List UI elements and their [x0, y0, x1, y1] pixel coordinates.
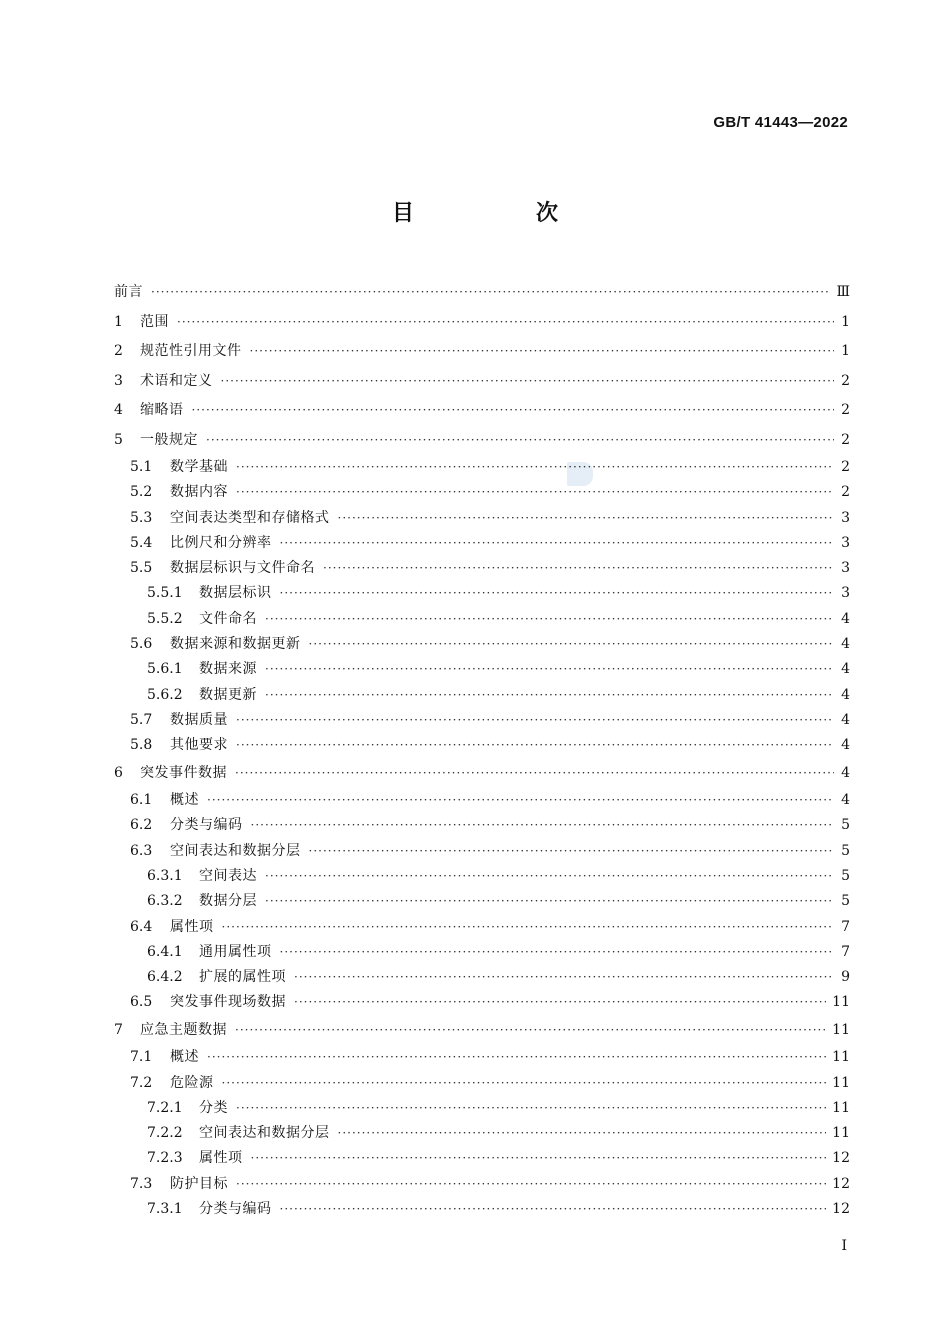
toc-entry[interactable] — [114, 1146, 850, 1171]
toc-leader-dots — [250, 337, 835, 367]
toc-entry-number: 5.5.2 — [147, 610, 183, 627]
toc-entry-number: 4 — [114, 402, 123, 418]
toc-entry[interactable] — [114, 1197, 850, 1222]
toc-leader-dots — [177, 308, 834, 338]
toc-leader-dots — [323, 556, 834, 581]
toc-leader-dots — [192, 396, 835, 426]
toc-leader-dots — [235, 759, 834, 789]
toc-entry[interactable] — [114, 733, 850, 758]
toc-entry-title: 其他要求 — [170, 737, 228, 754]
toc-entry-title: 属性项 — [170, 918, 214, 935]
toc-entry-number: 7.3 — [130, 1175, 153, 1192]
page-title: 目 次 — [391, 201, 608, 226]
toc-entry-title: 分类与编码 — [199, 1201, 272, 1218]
toc-entry-title: 数据内容 — [170, 484, 228, 501]
toc-leader-dots — [206, 426, 834, 456]
toc-entry-number: 5.6 — [130, 636, 153, 653]
toc-leader-dots — [309, 839, 835, 864]
toc-entry-page: 3 — [841, 560, 850, 577]
toc-entry-number: 3 — [114, 372, 123, 389]
toc-entry-page: 5 — [841, 842, 850, 859]
toc-leader-dots — [338, 1121, 827, 1146]
toc-leader-dots — [280, 940, 835, 965]
toc-entry-number: 5.5 — [130, 560, 153, 577]
toc-entry-title: 突发事件现场数据 — [170, 994, 286, 1011]
toc-entry[interactable] — [114, 1071, 850, 1096]
toc-entry[interactable] — [114, 396, 850, 426]
toc-entry-page: 4 — [841, 686, 850, 703]
toc-entry-page: 4 — [841, 636, 850, 653]
toc-entry-page: 5 — [841, 817, 850, 834]
toc-entry-number: 5.3 — [130, 509, 153, 526]
toc-leader-dots — [265, 864, 834, 889]
toc-entry-page: 3 — [841, 534, 850, 551]
toc-entry-number: 6.5 — [130, 994, 153, 1011]
toc-entry-page: 11 — [832, 1021, 850, 1038]
toc-entry-number: 6.1 — [130, 792, 153, 809]
toc-entry-title: 数据层标识与文件命名 — [170, 560, 315, 577]
toc-entry-number: 7.2.2 — [147, 1125, 183, 1142]
toc-entry-page: 1 — [841, 343, 850, 359]
toc-entry[interactable] — [114, 531, 850, 556]
toc-leader-dots — [235, 1016, 826, 1046]
toc-entry-page: 11 — [832, 1125, 850, 1142]
toc-entry-title: 空间表达和数据分层 — [199, 1125, 330, 1142]
toc-entry[interactable] — [114, 657, 850, 682]
toc-entry-title: 空间表达 — [199, 867, 257, 884]
toc-entry[interactable] — [114, 1121, 850, 1146]
toc-entry-page: Ⅲ — [836, 284, 850, 300]
toc-leader-dots — [265, 607, 834, 632]
toc-entry[interactable] — [114, 1016, 850, 1046]
toc-leader-dots — [236, 733, 834, 758]
toc-entry[interactable] — [114, 367, 850, 397]
toc-entry-page: 11 — [832, 994, 850, 1011]
toc-entry-title: 空间表达类型和存储格式 — [170, 509, 330, 526]
toc-entry-title: 数据来源 — [199, 661, 257, 678]
toc-entry[interactable] — [114, 278, 850, 308]
standard-number: GB/T 41443—2022 — [713, 114, 848, 131]
toc-entry-title: 扩展的属性项 — [199, 969, 286, 986]
toc-entry-number: 5.6.2 — [147, 686, 183, 703]
toc-entry-page: 3 — [841, 509, 850, 526]
toc-leader-dots — [236, 708, 834, 733]
toc-entry-number: 7.2.1 — [147, 1099, 183, 1116]
toc-entry-title: 通用属性项 — [199, 943, 272, 960]
toc-entry[interactable] — [114, 683, 850, 708]
toc-entry-page: 3 — [841, 585, 850, 602]
toc-entry[interactable] — [114, 581, 850, 606]
toc-entry-title: 概述 — [170, 1049, 199, 1066]
toc-entry[interactable] — [114, 839, 850, 864]
toc-entry-page: 2 — [841, 372, 850, 389]
toc-entry-page: 7 — [841, 918, 850, 935]
toc-entry[interactable] — [114, 965, 850, 990]
toc-entry-number: 5.5.1 — [147, 585, 183, 602]
toc-entry-number: 6.4 — [130, 918, 153, 935]
toc-entry[interactable] — [114, 864, 850, 889]
toc-entry[interactable] — [114, 915, 850, 940]
toc-entry-title: 概述 — [170, 792, 199, 809]
toc-entry-title: 比例尺和分辨率 — [170, 534, 272, 551]
toc-entry-page: 11 — [832, 1049, 850, 1066]
toc-entry-title: 数据分层 — [199, 893, 257, 910]
toc-entry-page: 4 — [841, 792, 850, 809]
toc-entry-title: 数据层标识 — [199, 585, 272, 602]
toc-entry-page: 7 — [841, 943, 850, 960]
toc-entry-title: 属性项 — [199, 1150, 243, 1167]
toc-entry-number: 7 — [114, 1021, 123, 1038]
toc-entry-title: 应急主题数据 — [140, 1021, 227, 1038]
toc-leader-dots — [280, 1197, 827, 1222]
toc-leader-dots — [280, 531, 835, 556]
toc-entry[interactable] — [114, 480, 850, 505]
toc-leader-dots — [265, 683, 834, 708]
toc-entry-number: 5.4 — [130, 534, 153, 551]
toc-entry-number: 1 — [114, 313, 123, 330]
toc-entry-number: 7.1 — [130, 1049, 153, 1066]
toc-leader-dots — [251, 813, 835, 838]
toc-entry[interactable] — [114, 990, 850, 1015]
toc-entry-title: 突发事件数据 — [140, 764, 227, 781]
toc-entry[interactable] — [114, 1045, 850, 1070]
toc-leader-dots — [265, 657, 834, 682]
toc-entry-page: 11 — [832, 1099, 850, 1116]
toc-entry-page: 12 — [832, 1201, 850, 1218]
toc-entry-page: 2 — [841, 459, 850, 475]
toc-entry-number: 6 — [114, 764, 123, 781]
toc-leader-dots — [222, 915, 835, 940]
toc-entry[interactable] — [114, 813, 850, 838]
toc-entry-number: 6.3 — [130, 842, 153, 859]
toc-entry[interactable] — [114, 308, 850, 338]
toc-entry[interactable] — [114, 337, 850, 367]
toc-entry-number: 5 — [114, 431, 123, 448]
toc-entry[interactable] — [114, 708, 850, 733]
toc-entry-title: 空间表达和数据分层 — [170, 842, 301, 859]
toc-entry-number: 5.7 — [130, 711, 153, 728]
toc-leader-dots — [236, 1172, 826, 1197]
toc-entry[interactable] — [114, 788, 850, 813]
toc-entry[interactable] — [114, 632, 850, 657]
table-of-contents — [114, 278, 850, 1222]
toc-entry[interactable] — [114, 940, 850, 965]
toc-entry-page: 4 — [841, 661, 850, 678]
toc-entry-title: 危险源 — [170, 1074, 214, 1091]
toc-entry[interactable] — [114, 889, 850, 914]
toc-entry-number: 7.3.1 — [147, 1201, 183, 1218]
toc-leader-dots — [309, 632, 835, 657]
toc-entry-number: 6.3.2 — [147, 893, 183, 910]
toc-entry-number: 5.6.1 — [147, 661, 183, 678]
toc-entry-title: 范围 — [140, 313, 169, 330]
toc-entry-title: 规范性引用文件 — [140, 343, 242, 359]
toc-entry-page: 2 — [841, 484, 850, 501]
toc-entry-title: 一般规定 — [140, 431, 198, 448]
toc-entry-title: 术语和定义 — [140, 372, 213, 389]
toc-entry-page: 12 — [832, 1150, 850, 1167]
toc-leader-dots — [221, 367, 835, 397]
toc-entry-number: 6.2 — [130, 817, 153, 834]
toc-leader-dots — [265, 889, 834, 914]
toc-leader-dots — [294, 990, 826, 1015]
toc-entry-page: 4 — [841, 737, 850, 754]
toc-entry-number: 2 — [114, 343, 123, 359]
toc-entry-title: 数据质量 — [170, 711, 228, 728]
page-number: Ⅰ — [841, 1238, 847, 1254]
toc-leader-dots — [251, 1146, 827, 1171]
toc-leader-dots — [236, 1096, 826, 1121]
toc-entry-page: 5 — [841, 867, 850, 884]
toc-entry-page: 9 — [841, 969, 850, 986]
toc-entry-page: 11 — [832, 1074, 850, 1091]
toc-entry-title: 数学基础 — [170, 459, 228, 475]
toc-entry-number: 5.2 — [130, 484, 153, 501]
toc-entry-number: 6.3.1 — [147, 867, 183, 884]
toc-leader-dots — [236, 480, 834, 505]
toc-entry-number: 6.4.2 — [147, 969, 183, 986]
toc-leader-dots — [222, 1071, 827, 1096]
toc-entry-title: 数据更新 — [199, 686, 257, 703]
toc-entry-number: 5.8 — [130, 737, 153, 754]
toc-entry[interactable] — [114, 1172, 850, 1197]
toc-entry-number: 5.1 — [130, 459, 153, 475]
toc-entry[interactable] — [114, 556, 850, 581]
toc-leader-dots — [207, 788, 834, 813]
toc-entry-number: 7.2 — [130, 1074, 153, 1091]
toc-entry-title: 分类与编码 — [170, 817, 243, 834]
toc-entry-number: 7.2.3 — [147, 1150, 183, 1167]
toc-entry-title: 分类 — [199, 1099, 228, 1116]
toc-entry[interactable] — [114, 455, 850, 480]
toc-entry-title: 防护目标 — [170, 1175, 228, 1192]
toc-entry-page: 4 — [841, 764, 850, 781]
toc-leader-dots — [236, 455, 834, 480]
toc-entry-title: 文件命名 — [199, 610, 257, 627]
toc-leader-dots — [338, 506, 835, 531]
toc-entry-page: 1 — [841, 313, 850, 330]
toc-entry-title: 数据来源和数据更新 — [170, 636, 301, 653]
toc-entry-page: 2 — [841, 431, 850, 448]
toc-entry-title: 缩略语 — [140, 402, 184, 418]
toc-entry-page: 12 — [832, 1175, 850, 1192]
toc-entry[interactable] — [114, 759, 850, 789]
toc-leader-dots — [151, 278, 830, 308]
toc-entry-title: 前言 — [114, 284, 143, 300]
toc-leader-dots — [280, 581, 835, 606]
toc-entry[interactable] — [114, 426, 850, 456]
toc-entry[interactable] — [114, 1096, 850, 1121]
toc-entry-page: 5 — [841, 893, 850, 910]
toc-entry-page: 4 — [841, 711, 850, 728]
toc-entry[interactable] — [114, 607, 850, 632]
toc-leader-dots — [207, 1045, 826, 1070]
toc-entry[interactable] — [114, 506, 850, 531]
toc-entry-page: 4 — [841, 610, 850, 627]
toc-entry-number: 6.4.1 — [147, 943, 183, 960]
toc-leader-dots — [294, 965, 834, 990]
toc-entry-page: 2 — [841, 402, 850, 418]
